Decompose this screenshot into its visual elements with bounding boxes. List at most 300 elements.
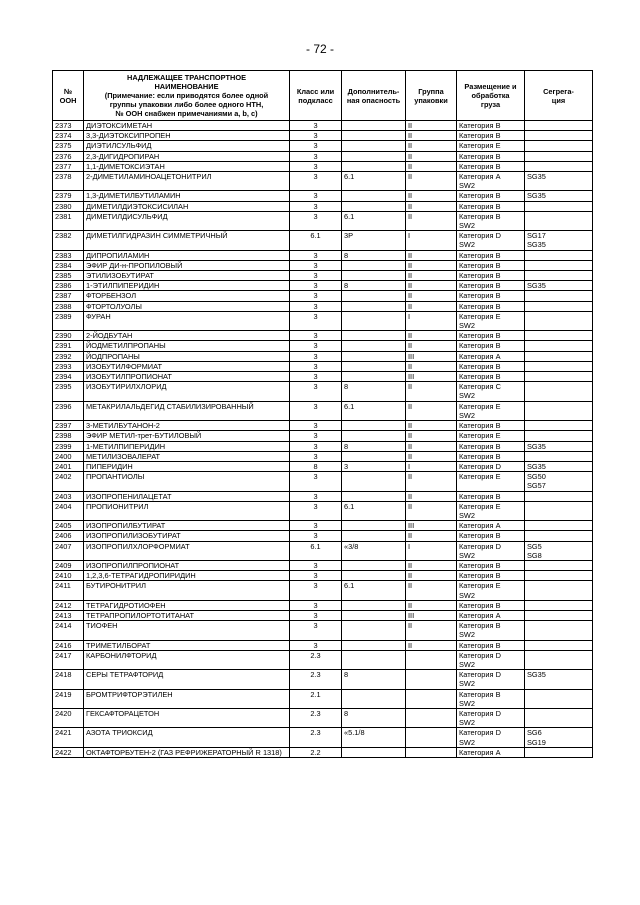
segregation-cell-line: SG35 — [527, 191, 546, 201]
segregation-cell — [525, 560, 593, 570]
shipping-name-cell: 3,3-ДИЭТОКСИПРОПЕН — [84, 131, 290, 141]
un-number-cell: 2391 — [53, 341, 84, 351]
segregation-cell-line: SG35 — [527, 441, 546, 451]
subsidiary-risk-cell: «3/8 — [342, 541, 406, 560]
stowage-cell — [457, 610, 525, 620]
packing-group-cell: II — [406, 491, 457, 501]
subsidiary-risk-cell — [342, 161, 406, 171]
packing-group-cell: III — [406, 610, 457, 620]
subsidiary-risk-cell: 6.1 — [342, 501, 406, 520]
subsidiary-risk-cell — [342, 521, 406, 531]
table-row — [53, 431, 593, 441]
table-row — [53, 172, 593, 191]
packing-group-cell: II — [406, 600, 457, 610]
subsidiary-risk-cell — [342, 311, 406, 330]
stowage-cell-line: Категория E — [459, 141, 501, 151]
shipping-name-cell: КАРБОНИЛФТОРИД — [84, 650, 290, 669]
un-number-cell: 2406 — [53, 531, 84, 541]
subsidiary-risk-cell — [342, 640, 406, 650]
stowage-cell — [457, 472, 525, 491]
table-row — [53, 151, 593, 161]
stowage-cell-line: SW2 — [459, 410, 476, 420]
segregation-cell — [525, 291, 593, 301]
un-number-cell: 2412 — [53, 600, 84, 610]
stowage-cell — [457, 211, 525, 230]
table-row — [53, 531, 593, 541]
un-number-cell: 2419 — [53, 689, 84, 708]
un-number-cell: 2405 — [53, 521, 84, 531]
table-row — [53, 670, 593, 689]
table-row — [53, 541, 593, 560]
table-header-row — [53, 71, 593, 121]
stowage-cell — [457, 708, 525, 727]
un-number-cell: 2404 — [53, 501, 84, 520]
class-cell: 3 — [290, 581, 342, 600]
class-cell: 3 — [290, 401, 342, 420]
shipping-name-cell: ФУРАН — [84, 311, 290, 330]
shipping-name-cell: ДИЭТИЛСУЛЬФИД — [84, 141, 290, 151]
un-number-cell: 2382 — [53, 231, 84, 250]
stowage-cell-line: Категория B — [459, 281, 501, 291]
subsidiary-risk-cell — [342, 341, 406, 351]
table-row — [53, 441, 593, 451]
un-number-cell: 2420 — [53, 708, 84, 727]
class-cell: 2.3 — [290, 708, 342, 727]
class-cell: 2.3 — [290, 670, 342, 689]
un-number-cell: 2377 — [53, 161, 84, 171]
stowage-cell-line: Категория D — [459, 728, 501, 738]
stowage-cell-line: Категория B — [459, 491, 501, 501]
segregation-cell — [525, 571, 593, 581]
segregation-cell — [525, 581, 593, 600]
subsidiary-risk-cell: 8 — [342, 382, 406, 401]
packing-group-cell — [406, 728, 457, 747]
subsidiary-risk-cell — [342, 610, 406, 620]
class-cell: 3 — [290, 351, 342, 361]
shipping-name-cell: 3-МЕТИЛБУТАНОН-2 — [84, 421, 290, 431]
class-cell: 3 — [290, 640, 342, 650]
subsidiary-risk-cell: 6.1 — [342, 581, 406, 600]
segregation-cell-line: SG35 — [527, 461, 546, 471]
segregation-cell — [525, 151, 593, 161]
packing-group-cell: II — [406, 172, 457, 191]
class-cell: 6.1 — [290, 231, 342, 250]
class-cell: 2.1 — [290, 689, 342, 708]
segregation-cell-line: SG35 — [527, 281, 546, 291]
shipping-name-cell: ЭФИР ДИ-н-ПРОПИЛОВЫЙ — [84, 260, 290, 270]
stowage-cell — [457, 421, 525, 431]
un-number-cell: 2384 — [53, 260, 84, 270]
shipping-name-cell: ИЗОПРОПИЛХЛОРФОРМИАТ — [84, 541, 290, 560]
packing-group-cell: III — [406, 521, 457, 531]
packing-group-cell: II — [406, 640, 457, 650]
segregation-cell — [525, 521, 593, 531]
stowage-cell-line: Категория B — [459, 301, 501, 311]
packing-group-cell: I — [406, 461, 457, 471]
class-cell: 3 — [290, 472, 342, 491]
table-row — [53, 650, 593, 669]
packing-group-cell: II — [406, 121, 457, 131]
shipping-name-cell: ТЕТРАПРОПИЛОРТОТИТАНАТ — [84, 610, 290, 620]
un-number-cell: 2422 — [53, 747, 84, 757]
stowage-cell — [457, 250, 525, 260]
table-row — [53, 161, 593, 171]
segregation-cell — [525, 670, 593, 689]
table-row — [53, 689, 593, 708]
header-line: обработка — [471, 91, 510, 100]
subsidiary-risk-cell — [342, 689, 406, 708]
table-row — [53, 421, 593, 431]
stowage-cell — [457, 201, 525, 211]
un-number-cell: 2392 — [53, 351, 84, 361]
shipping-name-cell: 1-ЭТИЛПИПЕРИДИН — [84, 281, 290, 291]
un-number-cell: 2409 — [53, 560, 84, 570]
segregation-cell — [525, 372, 593, 382]
header-un-number — [53, 71, 84, 121]
stowage-cell — [457, 141, 525, 151]
stowage-cell-line: Категория B — [459, 531, 501, 541]
subsidiary-risk-cell — [342, 141, 406, 151]
stowage-cell-line: Категория D — [459, 650, 501, 660]
table-row — [53, 491, 593, 501]
class-cell: 6.1 — [290, 541, 342, 560]
stowage-cell-line: Категория B — [459, 451, 501, 461]
stowage-cell-line: Категория B — [459, 640, 501, 650]
subsidiary-risk-cell — [342, 260, 406, 270]
table-row — [53, 250, 593, 260]
segregation-cell — [525, 351, 593, 361]
stowage-cell-line: SW2 — [459, 737, 476, 747]
segregation-cell — [525, 211, 593, 230]
subsidiary-risk-cell — [342, 747, 406, 757]
table-row — [53, 121, 593, 131]
un-number-cell: 2418 — [53, 670, 84, 689]
stowage-cell — [457, 441, 525, 451]
shipping-name-cell: 1,2,3,6-ТЕТРАГИДРОПИРИДИН — [84, 571, 290, 581]
un-number-cell: 2381 — [53, 211, 84, 230]
stowage-cell-line: Категория E — [459, 581, 501, 591]
shipping-name-cell: 1-МЕТИЛПИПЕРИДИН — [84, 441, 290, 451]
header-segregation — [525, 71, 593, 121]
table-row — [53, 311, 593, 330]
segregation-cell — [525, 301, 593, 311]
un-number-cell: 2395 — [53, 382, 84, 401]
segregation-cell — [525, 708, 593, 727]
stowage-cell — [457, 571, 525, 581]
subsidiary-risk-cell — [342, 571, 406, 581]
class-cell: 3 — [290, 501, 342, 520]
un-number-cell: 2378 — [53, 172, 84, 191]
stowage-cell-line: Категория D — [459, 461, 501, 471]
shipping-name-cell: ИЗОБУТИРИЛХЛОРИД — [84, 382, 290, 401]
packing-group-cell: III — [406, 351, 457, 361]
packing-group-cell: II — [406, 211, 457, 230]
packing-group-cell: III — [406, 372, 457, 382]
segregation-cell — [525, 382, 593, 401]
table-row — [53, 571, 593, 581]
shipping-name-cell: 1,1-ДИМЕТОКСИЭТАН — [84, 161, 290, 171]
stowage-cell — [457, 291, 525, 301]
packing-group-cell: II — [406, 361, 457, 371]
stowage-cell — [457, 361, 525, 371]
packing-group-cell: II — [406, 431, 457, 441]
stowage-cell-line: Категория B — [459, 201, 501, 211]
class-cell: 2.3 — [290, 728, 342, 747]
table-row — [53, 131, 593, 141]
un-number-cell: 2416 — [53, 640, 84, 650]
subsidiary-risk-cell — [342, 291, 406, 301]
class-cell: 3 — [290, 331, 342, 341]
stowage-cell-line: Категория B — [459, 441, 501, 451]
class-cell: 3 — [290, 621, 342, 640]
un-number-cell: 2390 — [53, 331, 84, 341]
un-number-cell: 2393 — [53, 361, 84, 371]
shipping-name-cell: ИЗОПРОПИЛБУТИРАТ — [84, 521, 290, 531]
stowage-cell — [457, 461, 525, 471]
header-proper-shipping-name — [84, 71, 290, 121]
segregation-cell — [525, 271, 593, 281]
segregation-cell — [525, 689, 593, 708]
subsidiary-risk-cell — [342, 451, 406, 461]
segregation-cell-line: SG50 — [527, 472, 546, 482]
segregation-cell — [525, 610, 593, 620]
un-number-cell: 2398 — [53, 431, 84, 441]
stowage-cell — [457, 531, 525, 541]
segregation-cell — [525, 311, 593, 330]
packing-group-cell: I — [406, 231, 457, 250]
stowage-cell — [457, 581, 525, 600]
un-number-cell: 2417 — [53, 650, 84, 669]
un-number-cell: 2400 — [53, 451, 84, 461]
packing-group-cell: II — [406, 250, 457, 260]
table-row — [53, 211, 593, 230]
header-line: Сегрега- — [543, 86, 574, 96]
class-cell: 3 — [290, 571, 342, 581]
packing-group-cell: II — [406, 281, 457, 291]
class-cell: 3 — [290, 121, 342, 131]
class-cell: 3 — [290, 451, 342, 461]
class-cell: 2.3 — [290, 650, 342, 669]
class-cell: 3 — [290, 151, 342, 161]
header-line: НАДЛЕЖАЩЕЕ ТРАНСПОРТНОЕ — [126, 73, 247, 82]
class-cell: 3 — [290, 560, 342, 570]
header-packing-group — [406, 71, 457, 121]
segregation-cell — [525, 250, 593, 260]
stowage-cell-line: SW2 — [459, 698, 476, 708]
stowage-cell — [457, 728, 525, 747]
subsidiary-risk-cell — [342, 372, 406, 382]
packing-group-cell: II — [406, 141, 457, 151]
stowage-cell-line: SW2 — [459, 391, 476, 401]
segregation-cell — [525, 600, 593, 610]
table-row — [53, 331, 593, 341]
shipping-name-cell: ДИМЕТИЛДИЭТОКСИСИЛАН — [84, 201, 290, 211]
class-cell: 3 — [290, 600, 342, 610]
header-line: упаковки — [414, 95, 448, 105]
stowage-cell-line: Категория B — [459, 621, 501, 631]
class-cell: 3 — [290, 291, 342, 301]
shipping-name-cell: ЭТИЛИЗОБУТИРАТ — [84, 271, 290, 281]
header-line: НАИМЕНОВАНИЕ — [154, 82, 219, 91]
class-cell: 3 — [290, 421, 342, 431]
segregation-cell — [525, 331, 593, 341]
subsidiary-risk-cell: 6.1 — [342, 401, 406, 420]
un-number-cell: 2374 — [53, 131, 84, 141]
stowage-cell — [457, 670, 525, 689]
subsidiary-risk-cell: 8 — [342, 441, 406, 451]
stowage-cell — [457, 382, 525, 401]
packing-group-cell: II — [406, 271, 457, 281]
stowage-cell-line: Категория D — [459, 541, 501, 551]
segregation-cell — [525, 131, 593, 141]
shipping-name-cell: ДИЭТОКСИМЕТАН — [84, 121, 290, 131]
table-row — [53, 521, 593, 531]
packing-group-cell: I — [406, 311, 457, 330]
stowage-cell — [457, 131, 525, 141]
un-number-cell: 2380 — [53, 201, 84, 211]
stowage-cell-line: SW2 — [459, 510, 476, 520]
stowage-cell-line: Категория B — [459, 331, 501, 341]
segregation-cell — [525, 201, 593, 211]
stowage-cell-line: Категория B — [459, 161, 501, 171]
subsidiary-risk-cell — [342, 151, 406, 161]
un-number-cell: 2397 — [53, 421, 84, 431]
packing-group-cell: II — [406, 581, 457, 600]
packing-group-cell: I — [406, 541, 457, 560]
packing-group-cell: II — [406, 291, 457, 301]
segregation-cell — [525, 121, 593, 131]
segregation-cell — [525, 621, 593, 640]
un-number-cell: 2407 — [53, 541, 84, 560]
stowage-cell-line: Категория B — [459, 131, 501, 141]
table-row — [53, 372, 593, 382]
un-number-cell: 2387 — [53, 291, 84, 301]
stowage-cell-line: Категория B — [459, 250, 501, 260]
subsidiary-risk-cell — [342, 361, 406, 371]
segregation-cell — [525, 141, 593, 151]
class-cell: 3 — [290, 441, 342, 451]
class-cell: 3 — [290, 141, 342, 151]
stowage-cell — [457, 121, 525, 131]
un-number-cell: 2383 — [53, 250, 84, 260]
packing-group-cell: II — [406, 341, 457, 351]
stowage-cell-line: Категория B — [459, 341, 501, 351]
subsidiary-risk-cell: 3P — [342, 231, 406, 250]
stowage-cell-line: Категория B — [459, 121, 501, 130]
header-line: Размещение и — [464, 82, 517, 91]
stowage-cell-line: Категория D — [459, 708, 501, 718]
un-number-cell: 2396 — [53, 401, 84, 420]
segregation-cell — [525, 747, 593, 757]
subsidiary-risk-cell — [342, 531, 406, 541]
header-line: груза — [480, 100, 501, 109]
header-line: (Примечание: если приводятся более одной — [104, 91, 269, 100]
segregation-cell — [525, 231, 593, 250]
un-number-cell: 2375 — [53, 141, 84, 151]
packing-group-cell: II — [406, 131, 457, 141]
subsidiary-risk-cell: «5.1/8 — [342, 728, 406, 747]
un-number-cell: 2386 — [53, 281, 84, 291]
un-number-cell: 2421 — [53, 728, 84, 747]
packing-group-cell: II — [406, 560, 457, 570]
class-cell: 3 — [290, 172, 342, 191]
stowage-cell — [457, 151, 525, 161]
packing-group-cell: II — [406, 501, 457, 520]
header-class — [290, 71, 342, 121]
shipping-name-cell: МЕТИЛИЗОВАЛЕРАТ — [84, 451, 290, 461]
stowage-cell — [457, 451, 525, 461]
subsidiary-risk-cell — [342, 421, 406, 431]
segregation-cell — [525, 541, 593, 560]
un-number-cell: 2389 — [53, 311, 84, 330]
stowage-cell-line: Категория B — [459, 211, 501, 221]
table-row — [53, 610, 593, 620]
table-row — [53, 581, 593, 600]
subsidiary-risk-cell — [342, 301, 406, 311]
class-cell: 2.2 — [290, 747, 342, 757]
stowage-cell-line: Категория B — [459, 271, 501, 281]
stowage-cell-line: Категория A — [459, 610, 501, 620]
packing-group-cell: II — [406, 421, 457, 431]
class-cell: 3 — [290, 361, 342, 371]
shipping-name-cell: ИЗОПРОПИЛИЗОБУТИРАТ — [84, 531, 290, 541]
segregation-cell — [525, 491, 593, 501]
subsidiary-risk-cell — [342, 560, 406, 570]
class-cell: 3 — [290, 491, 342, 501]
segregation-cell-line: SG35 — [527, 240, 546, 250]
un-number-cell: 2403 — [53, 491, 84, 501]
un-number-cell: 2379 — [53, 191, 84, 201]
un-number-cell: 2399 — [53, 441, 84, 451]
subsidiary-risk-cell — [342, 201, 406, 211]
table-row — [53, 191, 593, 201]
segregation-cell-line: SG5 — [527, 541, 542, 551]
stowage-cell-line: Категория D — [459, 670, 501, 680]
stowage-cell — [457, 161, 525, 171]
segregation-cell — [525, 341, 593, 351]
stowage-cell — [457, 650, 525, 669]
shipping-name-cell: 2-ЙОДБУТАН — [84, 331, 290, 341]
subsidiary-risk-cell — [342, 271, 406, 281]
stowage-cell-line: Категория B — [459, 291, 501, 301]
class-cell: 3 — [290, 131, 342, 141]
stowage-cell-line: SW2 — [459, 221, 476, 231]
packing-group-cell: II — [406, 531, 457, 541]
packing-group-cell: II — [406, 260, 457, 270]
un-number-cell: 2410 — [53, 571, 84, 581]
segregation-cell-line: SG35 — [527, 172, 546, 182]
stowage-cell — [457, 372, 525, 382]
table-row — [53, 361, 593, 371]
table-row — [53, 351, 593, 361]
subsidiary-risk-cell — [342, 472, 406, 491]
packing-group-cell: II — [406, 451, 457, 461]
subsidiary-risk-cell: 8 — [342, 250, 406, 260]
segregation-cell — [525, 401, 593, 420]
stowage-cell-line: Категория B — [459, 361, 501, 371]
table-row — [53, 141, 593, 151]
class-cell: 3 — [290, 211, 342, 230]
stowage-cell-line: Категория B — [459, 260, 501, 270]
class-cell: 3 — [290, 191, 342, 201]
packing-group-cell — [406, 670, 457, 689]
stowage-cell — [457, 640, 525, 650]
stowage-cell-line: Категория A — [459, 172, 501, 182]
stowage-cell-line: Категория E — [459, 401, 501, 411]
stowage-cell-line: Категория B — [459, 421, 501, 431]
stowage-cell-line: SW2 — [459, 659, 476, 669]
table-row — [53, 260, 593, 270]
